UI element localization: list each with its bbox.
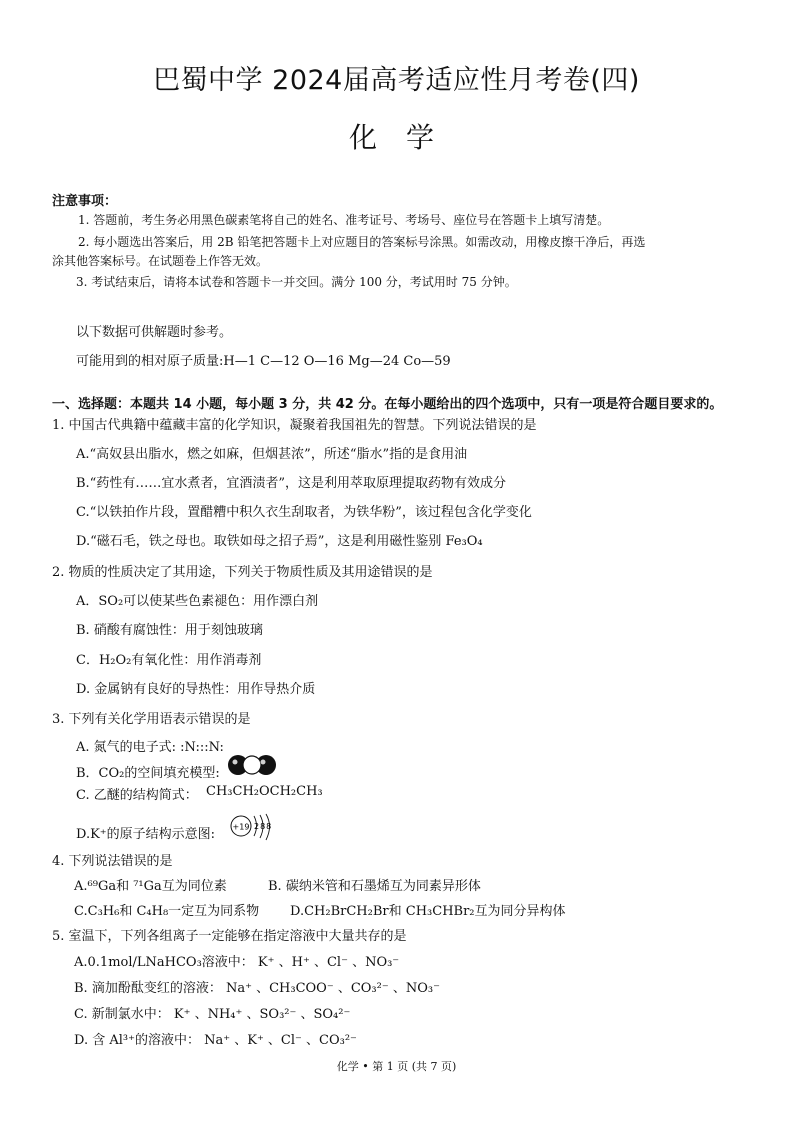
question-3-option-a: A. 氮气的电子式: :N:::N: — [76, 740, 224, 755]
co2-space-filling-model — [228, 753, 276, 777]
question-5-option-c: C. 新制氯水中： K⁺ 、NH₄⁺ 、SO₃²⁻ 、SO₄²⁻ — [74, 1007, 351, 1022]
question-4-option-c: C.C₃H₆和 C₄H₈一定互为同系物 — [74, 904, 260, 919]
question-2-stem: 2. 物质的性质决定了其用途，下列关于物质性质及其用途错误的是 — [52, 565, 433, 580]
notice-item-2-line-2: 涂其他答案标号。在试题卷上作答无效。 — [52, 254, 269, 268]
question-3-stem: 3. 下列有关化学用语表示错误的是 — [52, 712, 251, 727]
notice-item-2-line-1: 2. 每小题选出答案后，用 2B 铅笔把答题卡上对应题目的答案标号涂黑。如需改动，用橡皮擦干净后，再选 — [78, 235, 646, 249]
question-4-stem: 4. 下列说法错误的是 — [52, 854, 173, 869]
exam-title: 巴蜀中学 2024届高考适应性月考卷(四) — [153, 65, 640, 96]
question-1-option-b: B.“药性有……宜水煮者，宜酒渍者”，这是利用萃取原理提取药物有效成分 — [76, 476, 506, 491]
notice-heading: 注意事项： — [52, 194, 118, 209]
question-1-option-a: A.“高奴县出脂水，燃之如麻，但烟甚浓”，所述“脂水”指的是食用油 — [76, 447, 468, 462]
page-footer: 化学 • 第 1 页 (共 7 页) — [336, 1060, 457, 1073]
question-2-option-a: A．SO₂可以使某些色素褪色：用作漂白剂 — [76, 594, 319, 609]
question-5-stem: 5. 室温下，下列各组离子一定能够在指定溶液中大量共存的是 — [52, 929, 407, 944]
question-1-option-c: C.“以铁拍作片段，置醋糟中积久衣生刮取者，为铁华粉”，该过程包含化学变化 — [76, 505, 532, 520]
question-5-option-b: B. 滴加酚酞变红的溶液： Na⁺ 、CH₃COO⁻ 、CO₃²⁻ 、NO₃⁻ — [74, 981, 440, 996]
carbon-atom — [243, 756, 261, 774]
question-4-option-b: B. 碳纳米管和石墨烯互为同素异形体 — [268, 879, 481, 894]
potassium-ion-structure-diagram — [230, 812, 280, 846]
question-2-option-d: D. 金属钠有良好的导热性：用作导热介质 — [76, 682, 316, 697]
reference-note: 以下数据可供解题时参考。 — [76, 325, 233, 340]
question-1-stem: 1. 中国古代典籍中蕴藏丰富的化学知识，凝聚着我国祖先的智慧。下列说法错误的是 — [52, 418, 537, 433]
question-1-option-d: D.“磁石毛，铁之母也。取铁如母之招子焉”，这是利用磁性鉴别 Fe₃O₄ — [76, 534, 483, 549]
notice-item-1: 1. 答题前，考生务必用黑色碳素笔将自己的姓名、准考证号、考场号、座位号在答题卡上填写清楚。 — [78, 213, 610, 227]
atomic-masses: 可能用到的相对原子质量:H—1 C—12 O—16 Mg—24 Co—59 — [76, 354, 451, 369]
nucleus-charge: +19 — [232, 822, 250, 832]
question-3-option-b: B．CO₂的空间填充模型: — [76, 766, 220, 781]
question-3-option-c: C. 乙醚的结构简式： — [76, 788, 198, 803]
question-3-option-d: D.K⁺的原子结构示意图: — [76, 827, 216, 842]
question-5-option-a: A.0.1mol/LNaHCO₃溶液中： K⁺ 、H⁺ 、Cl⁻ 、NO₃⁻ — [74, 955, 400, 970]
question-4-option-d: D.CH₂BrCH₂Br和 CH₃CHBr₂互为同分异构体 — [290, 904, 566, 919]
question-5-option-d: D. 含 Al³⁺的溶液中： Na⁺ 、K⁺ 、Cl⁻ 、CO₃²⁻ — [74, 1033, 357, 1048]
question-3-option-c-formula: CH₃CH₂OCH₂CH₃ — [206, 784, 323, 799]
question-4-option-a: A.⁶⁹Ga和 ⁷¹Ga互为同位素 — [74, 879, 227, 894]
question-2-option-c: C．H₂O₂有氧化性：用作消毒剂 — [76, 653, 262, 668]
section-heading: 一、选择题：本题共 14 小题，每小题 3 分，共 42 分。在每小题给出的四个选项中，只有一项是符合题目要求的。 — [52, 397, 723, 412]
question-2-option-b: B. 硝酸有腐蚀性：用于刻蚀玻璃 — [76, 623, 263, 638]
notice-item-3: 3. 考试结束后，请将本试卷和答题卡一并交回。满分 100 分，考试用时 75 分钟。 — [76, 275, 517, 289]
electron-shells: 288 — [254, 822, 273, 831]
subject-title: 化 学 — [349, 121, 444, 154]
